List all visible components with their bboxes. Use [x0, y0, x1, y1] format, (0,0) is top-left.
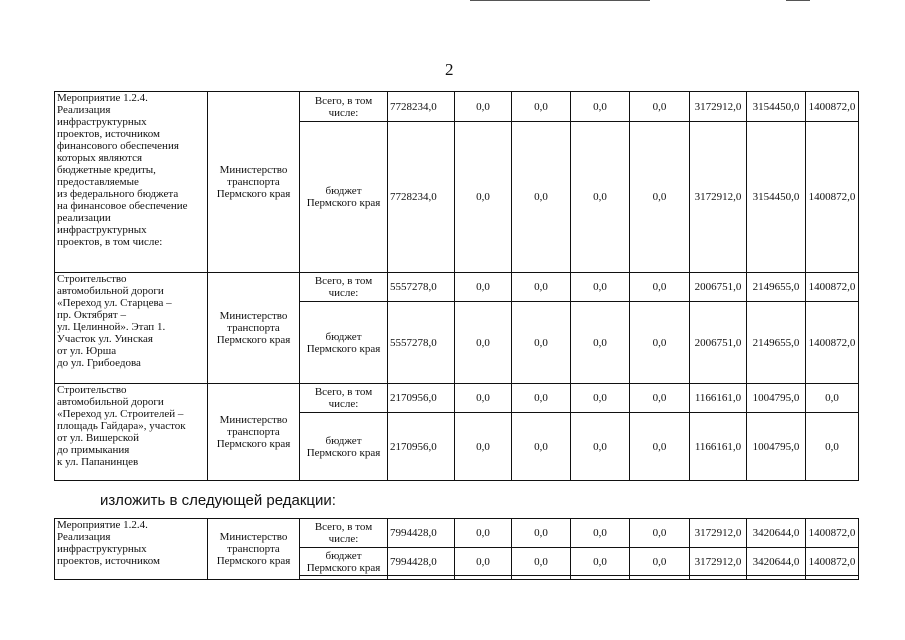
old-funding-table — [54, 91, 859, 481]
value-cell: 0,0 — [455, 273, 512, 302]
value-cell: 0,0 — [630, 548, 690, 576]
top-scan-line-short — [786, 0, 810, 1]
total-cell: 5557278,0 — [388, 302, 455, 384]
cut-cell — [806, 576, 859, 580]
total-cell: 2170956,0 — [388, 413, 455, 481]
value-cell: 0,0 — [512, 273, 571, 302]
value-cell: 0,0 — [630, 122, 690, 273]
value-cell: 0,0 — [806, 413, 859, 481]
total-cell: 7728234,0 — [388, 92, 455, 122]
value-cell: 0,0 — [512, 519, 571, 548]
value-cell: 0,0 — [455, 302, 512, 384]
value-cell: 0,0 — [455, 122, 512, 273]
value-cell: 0,0 — [571, 548, 630, 576]
value-cell: 0,0 — [571, 302, 630, 384]
value-cell: 0,0 — [512, 122, 571, 273]
value-cell: 0,0 — [806, 384, 859, 413]
source-cell: бюджет Пермского края — [300, 122, 388, 273]
value-cell: 0,0 — [571, 122, 630, 273]
cut-cell — [512, 576, 571, 580]
value-cell: 0,0 — [630, 384, 690, 413]
value-cell: 1400872,0 — [806, 302, 859, 384]
value-cell: 2006751,0 — [690, 273, 747, 302]
executor-cell: Министерство транспорта Пермского края — [208, 384, 300, 481]
value-cell: 1004795,0 — [747, 384, 806, 413]
measure-name-cell: Строительство автомобильной дороги «Переход ул. Строителей – площадь Гайдара», участок от ул. Вишерской до примыкания к ул. Папанинцев — [55, 384, 208, 481]
value-cell: 1166161,0 — [690, 384, 747, 413]
value-cell: 2149655,0 — [747, 302, 806, 384]
value-cell: 0,0 — [512, 92, 571, 122]
value-cell: 1400872,0 — [806, 122, 859, 273]
source-cell: бюджет Пермского края — [300, 548, 388, 576]
measure-name-cell: Мероприятие 1.2.4. Реализация инфраструктурных проектов, источником финансового обеспечения которых являются бюджетные кредиты, предоставляемые из федерального бюджета на финансовое обеспечение реализации инфраструктурных проектов, в том числе: — [55, 92, 208, 273]
executor-cell: Министерство транспорта Пермского края — [208, 273, 300, 384]
measure-name-cell: Строительство автомобильной дороги «Переход ул. Старцева – пр. Октябрят – ул. Целинной». Этап 1. Участок ул. Уинская от ул. Юрша до ул. Грибоедова — [55, 273, 208, 384]
source-cell: Всего, в том числе: — [300, 92, 388, 122]
value-cell: 0,0 — [571, 519, 630, 548]
value-cell: 3420644,0 — [747, 519, 806, 548]
cut-cell — [455, 576, 512, 580]
table-row — [55, 384, 859, 413]
value-cell: 3172912,0 — [690, 122, 747, 273]
total-cell: 2170956,0 — [388, 384, 455, 413]
value-cell: 0,0 — [455, 384, 512, 413]
replace-caption: изложить в следующей редакции: — [100, 492, 336, 509]
value-cell: 0,0 — [571, 384, 630, 413]
value-cell: 0,0 — [630, 92, 690, 122]
cut-cell — [571, 576, 630, 580]
measure-name-cell: Мероприятие 1.2.4. Реализация инфраструктурных проектов, источником — [55, 519, 208, 580]
source-cell: Всего, в том числе: — [300, 273, 388, 302]
value-cell: 0,0 — [455, 92, 512, 122]
value-cell: 3172912,0 — [690, 92, 747, 122]
table-row — [55, 519, 859, 548]
cut-cell — [300, 576, 388, 580]
executor-cell: Министерство транспорта Пермского края — [208, 519, 300, 580]
total-cell: 7994428,0 — [388, 548, 455, 576]
table-row — [55, 273, 859, 302]
value-cell: 0,0 — [630, 273, 690, 302]
value-cell: 3154450,0 — [747, 122, 806, 273]
total-cell: 5557278,0 — [388, 273, 455, 302]
source-cell: бюджет Пермского края — [300, 302, 388, 384]
page-number: 2 — [445, 60, 454, 79]
value-cell: 0,0 — [455, 548, 512, 576]
value-cell: 0,0 — [630, 519, 690, 548]
value-cell: 1400872,0 — [806, 92, 859, 122]
value-cell: 0,0 — [630, 302, 690, 384]
source-cell: Всего, в том числе: — [300, 384, 388, 413]
value-cell: 0,0 — [630, 413, 690, 481]
value-cell: 2006751,0 — [690, 302, 747, 384]
source-cell: Всего, в том числе: — [300, 519, 388, 548]
new-funding-table — [54, 518, 859, 580]
value-cell: 0,0 — [571, 413, 630, 481]
source-cell: бюджет Пермского края — [300, 413, 388, 481]
cut-cell — [388, 576, 455, 580]
table-row — [55, 92, 859, 122]
value-cell: 3172912,0 — [690, 519, 747, 548]
total-cell: 7994428,0 — [388, 519, 455, 548]
value-cell: 3172912,0 — [690, 548, 747, 576]
value-cell: 3154450,0 — [747, 92, 806, 122]
cut-cell — [747, 576, 806, 580]
cut-cell — [630, 576, 690, 580]
value-cell: 1166161,0 — [690, 413, 747, 481]
total-cell: 7728234,0 — [388, 122, 455, 273]
value-cell: 3420644,0 — [747, 548, 806, 576]
value-cell: 0,0 — [571, 273, 630, 302]
value-cell: 0,0 — [512, 384, 571, 413]
value-cell: 1400872,0 — [806, 519, 859, 548]
cut-cell — [690, 576, 747, 580]
value-cell: 0,0 — [512, 548, 571, 576]
top-scan-line — [470, 0, 650, 1]
value-cell: 1400872,0 — [806, 273, 859, 302]
value-cell: 1004795,0 — [747, 413, 806, 481]
value-cell: 0,0 — [571, 92, 630, 122]
value-cell: 2149655,0 — [747, 273, 806, 302]
value-cell: 0,0 — [455, 519, 512, 548]
value-cell: 1400872,0 — [806, 548, 859, 576]
value-cell: 0,0 — [455, 413, 512, 481]
executor-cell: Министерство транспорта Пермского края — [208, 92, 300, 273]
value-cell: 0,0 — [512, 302, 571, 384]
value-cell: 0,0 — [512, 413, 571, 481]
